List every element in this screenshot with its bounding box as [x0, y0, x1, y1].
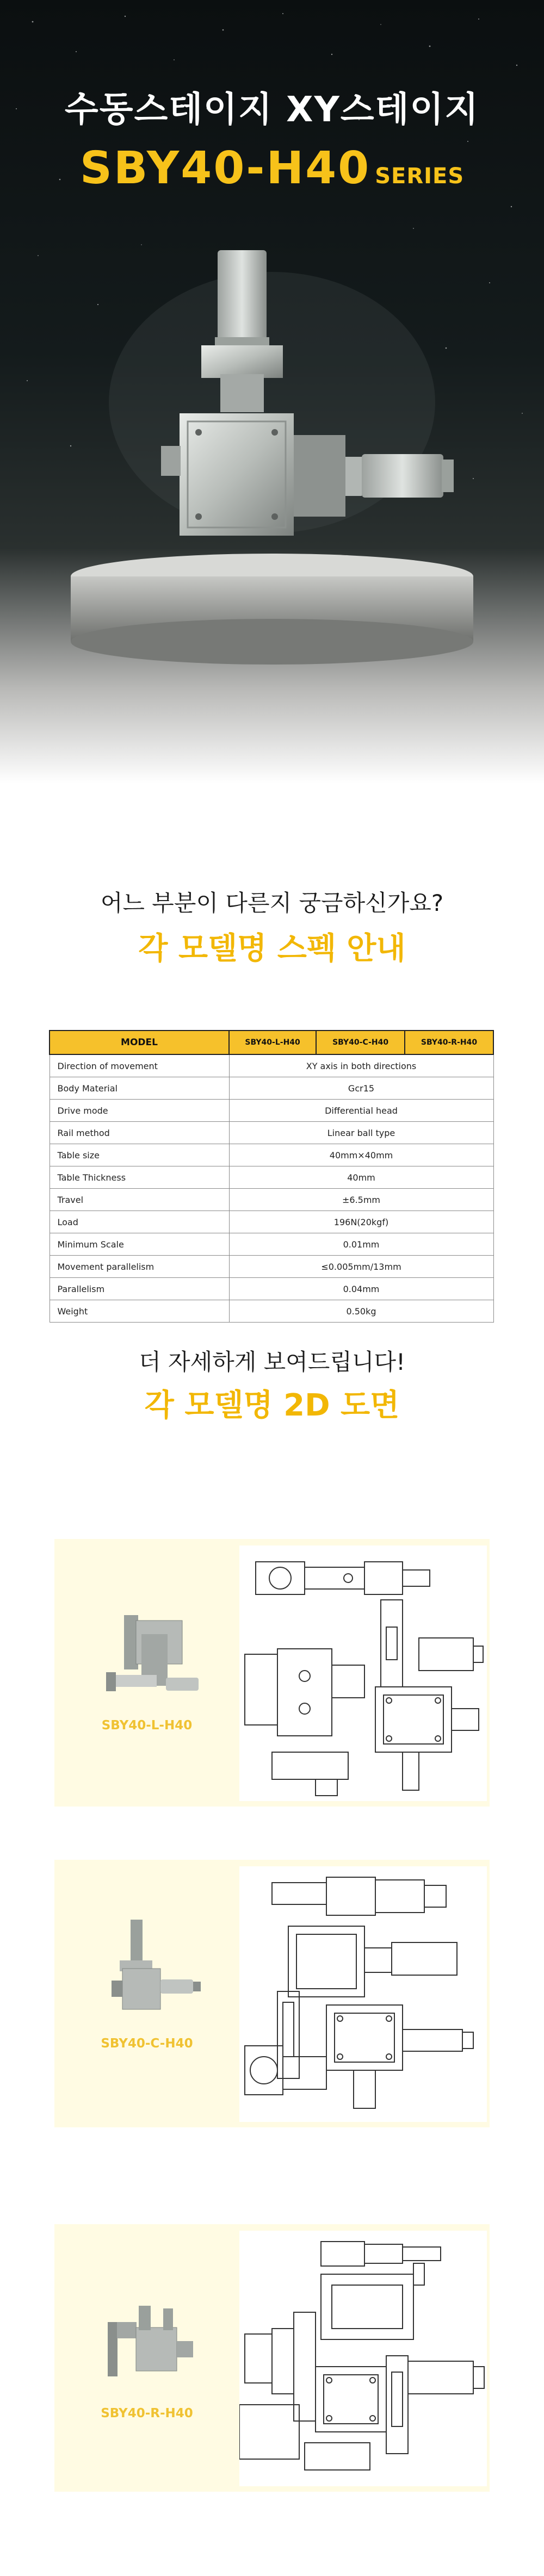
spec-value: Linear ball type	[229, 1122, 493, 1144]
spec-table-header-row	[50, 1031, 493, 1054]
spec-value: 196N(20kgf)	[229, 1211, 493, 1233]
spec-label: Table size	[50, 1144, 229, 1166]
table-row	[50, 1100, 493, 1122]
spec-label: Weight	[50, 1300, 229, 1323]
spec-value: 0.04mm	[229, 1278, 493, 1300]
table-row	[50, 1122, 493, 1144]
table-row	[50, 1189, 493, 1211]
table-row	[50, 1278, 493, 1300]
hero-banner	[0, 0, 544, 783]
spec-label: Body Material	[50, 1077, 229, 1100]
table-row	[50, 1054, 493, 1077]
hero-title: 수동스테이지 XY스테이지	[64, 90, 480, 130]
product-photo-c	[54, 1860, 239, 2127]
spec-label: Minimum Scale	[50, 1233, 229, 1256]
product-photo-r	[54, 2224, 239, 2492]
spec-value: Differential head	[229, 1100, 493, 1122]
spec-header-c: SBY40-C-H40	[316, 1031, 405, 1054]
drawing-model-label: SBY40-C-H40	[101, 2037, 193, 2051]
drawing-card-r	[54, 2224, 490, 2492]
spec-value: ±6.5mm	[229, 1189, 493, 1211]
cad-drawing-l	[239, 1545, 487, 1801]
spec-value: 40mm	[229, 1166, 493, 1189]
drawings-subtitle: 더 자세하게 보여드립니다!	[139, 1349, 405, 1375]
spec-label: Direction of movement	[50, 1054, 229, 1077]
drawing-card-c	[54, 1860, 490, 2127]
spec-value: 0.01mm	[229, 1233, 493, 1256]
table-row	[50, 1077, 493, 1100]
specs-subtitle: 어느 부분이 다른지 궁금하신가요?	[100, 890, 444, 916]
spec-value: 40mm×40mm	[229, 1144, 493, 1166]
table-row	[50, 1233, 493, 1256]
spec-label: Table Thickness	[50, 1166, 229, 1189]
spec-value: XY axis in both directions	[229, 1054, 493, 1077]
spec-label: Rail method	[50, 1122, 229, 1144]
product-photo-l	[54, 1539, 239, 1807]
table-row	[50, 1144, 493, 1166]
specs-title: 각 모델명 스펙 안내	[138, 931, 406, 966]
spec-label: Drive mode	[50, 1100, 229, 1122]
drawing-card-l	[54, 1539, 490, 1807]
drawings-title: 각 모델명 2D 도면	[144, 1388, 400, 1423]
table-row	[50, 1256, 493, 1278]
spec-label: Movement parallelism	[50, 1256, 229, 1278]
drawing-model-label: SBY40-R-H40	[101, 2406, 193, 2420]
spec-label: Travel	[50, 1189, 229, 1211]
spec-value: ≤0.005mm/13mm	[229, 1256, 493, 1278]
spec-label: Parallelism	[50, 1278, 229, 1300]
hero-model-name	[0, 142, 544, 194]
spec-header-l: SBY40-L-H40	[229, 1031, 316, 1054]
spec-value: 0.50kg	[229, 1300, 493, 1323]
hero-series-label: SERIES	[375, 164, 465, 189]
spec-value: Gcr15	[229, 1077, 493, 1100]
drawing-model-label: SBY40-L-H40	[101, 1718, 193, 1733]
cad-drawing-r	[239, 2231, 487, 2486]
cad-drawing-c	[239, 1866, 487, 2122]
table-row	[50, 1211, 493, 1233]
hero-model-code: SBY40-H40	[79, 142, 371, 194]
table-row	[50, 1300, 493, 1323]
xy-stage-product-image	[0, 228, 544, 783]
spec-label: Load	[50, 1211, 229, 1233]
spec-header-model: MODEL	[50, 1031, 229, 1054]
spec-table	[49, 1030, 494, 1323]
spec-header-r: SBY40-R-H40	[405, 1031, 493, 1054]
table-row	[50, 1166, 493, 1189]
